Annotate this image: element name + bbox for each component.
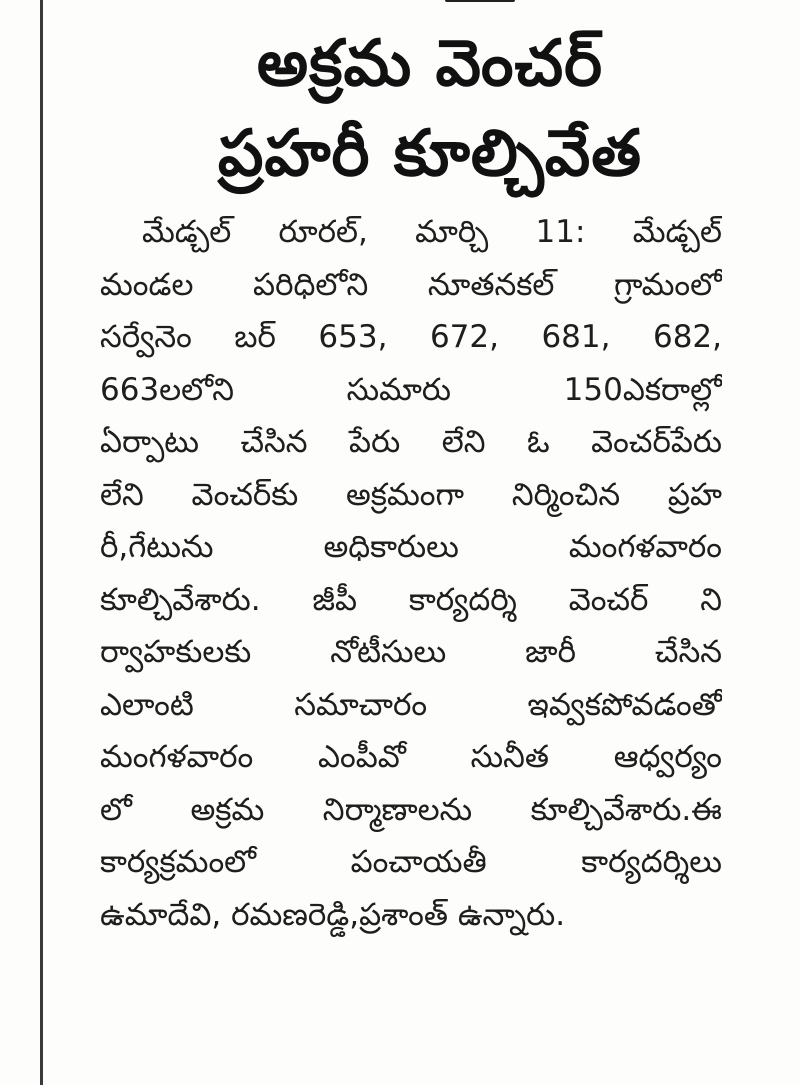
body-line: లో అక్రమ నిర్మాణాలను కూల్చివేశారు.ఈ xyxy=(100,791,722,828)
body-line: 663లలోని సుమారు 150ఎకరాల్లో xyxy=(100,371,722,408)
body-line: ర్వాహకులకు నోటీసులు జారీ చేసిన xyxy=(100,634,722,670)
body-line: కార్యక్రమంలో పంచాయతీ కార్యదర్శిలు xyxy=(100,844,722,880)
body-line: మేడ్చల్ రూరల్, మార్చి 11: మేడ్చల్ xyxy=(142,214,722,250)
cut-off-text-fragment xyxy=(425,0,545,10)
body-line: రీ,గేటును అధికారులు మంగళవారం xyxy=(100,529,722,565)
headline-line-2: ప్రహరీ కూల్చివేత xyxy=(217,117,643,191)
body-line: ఏర్పాటు చేసిన పేరు లేని ఓ వెంచర్‌పేరు xyxy=(100,424,722,460)
body-line: ఉమాదేవి, రమణరెడ్డి,ప్రశాంత్ ఉన్నారు. xyxy=(100,896,566,933)
body-line: ఎలాంటి సమాచారం ఇవ్వకపోవడంతో xyxy=(100,686,722,723)
body-line: మండల పరిధిలోని నూతనకల్ గ్రామంలో xyxy=(100,266,722,303)
headline-line-1: అక్రమ వెంచర్ xyxy=(256,27,604,101)
body-line: కూల్చివేశారు. జీపీ కార్యదర్శి వెంచర్ ని xyxy=(100,581,722,618)
body-line: లేని వెంచర్‌కు అక్రమంగా నిర్మించిన ప్రహ xyxy=(100,476,722,513)
article-body xyxy=(100,206,722,941)
body-line: మంగళవారం ఎంపీవో సునీత ఆధ్వర్యం xyxy=(100,739,722,775)
body-line: సర్వేనెం బర్ 653, 672, 681, 682, xyxy=(100,319,722,355)
column-divider xyxy=(40,0,43,1085)
